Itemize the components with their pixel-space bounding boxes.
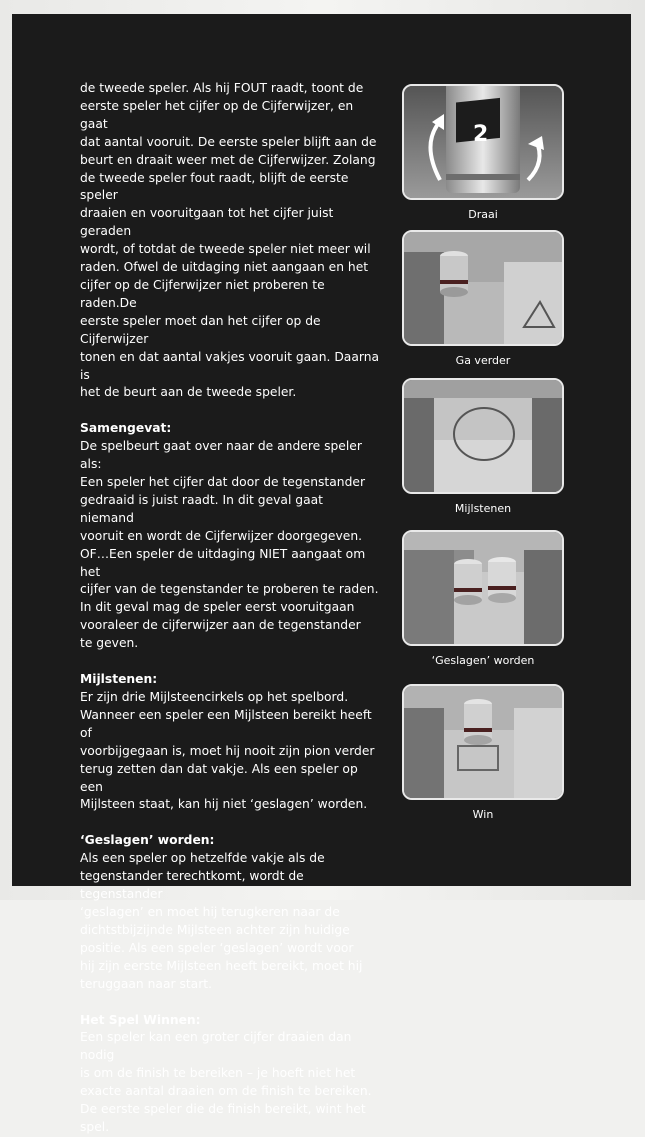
figure-caption: Ga verder — [455, 354, 511, 367]
text-line: Als een speler op hetzelfde vakje als de — [80, 851, 325, 866]
text-line: Er zijn drie Mijlsteencirkels op het spelbord. — [80, 690, 349, 704]
text-line: draaien en vooruitgaan tot het cijfer juist geraden — [80, 206, 334, 239]
section-heading: ‘Geslagen’ worden: — [80, 833, 215, 848]
text-line: Een speler kan een groter cijfer draaien dan nodig — [80, 1030, 352, 1063]
text-line: exacte aantal draaien om de finish te bereiken. — [80, 1084, 372, 1099]
text-line: beurt en draait weer met de Cijferwijzer. Zolang — [80, 152, 376, 167]
text-line: tegenstander terechtkomt, wordt de tegenstander — [80, 869, 304, 902]
figure-caption: Mijlstenen — [454, 502, 512, 515]
spinner-illustration — [402, 84, 564, 200]
text-line: te geven. — [80, 636, 139, 651]
text-line: het de beurt aan de tweede speler. — [80, 385, 297, 400]
text-line: vooraleer de cijferwijzer aan de tegenstander — [80, 618, 361, 633]
text-line: wordt, of totdat de tweede speler niet meer wil — [80, 242, 371, 257]
text-line: Een speler het cijfer dat door de tegenstander — [80, 475, 366, 490]
capture-illustration — [402, 530, 564, 646]
text-line: is om de finish te bereiken – je hoeft niet het — [80, 1066, 356, 1081]
text-line: cijfer van de tegenstander te proberen te raden. — [80, 582, 379, 597]
figure-caption: Draai — [468, 208, 498, 221]
text-line: voorbijgegaan is, moet hij nooit zijn pion verder — [80, 743, 375, 758]
text-line: teruggaan naar start. — [80, 976, 212, 991]
figure-captured — [402, 530, 564, 667]
text-line: de tweede speler. Als hij FOUT raadt, toont de — [80, 81, 364, 95]
text-line: OF…Een speler de uitdaging NIET aangaat om het — [80, 546, 366, 579]
section-heading: Het Spel Winnen: — [80, 1012, 201, 1027]
figure-milestone — [402, 378, 564, 515]
section-winning — [80, 1012, 380, 1137]
spinner-number: 2 — [473, 122, 489, 147]
rules-text-column — [80, 80, 380, 1137]
text-line: Wanneer een speler een Mijlsteen bereikt heeft of — [80, 707, 372, 740]
board-advance-illustration — [402, 230, 564, 346]
win-illustration — [402, 684, 564, 800]
text-line: raden. Ofwel de uitdaging niet aangaan en het — [80, 260, 369, 275]
text-line: Mijlsteen staat, kan hij niet ‘geslagen’ worden. — [80, 797, 368, 812]
text-line: eerste speler het cijfer op de Cijferwijzer, en gaat — [80, 98, 354, 131]
figure-win — [402, 684, 564, 821]
text-line: dichtstbijzijnde Mijlsteen achter zijn huidige — [80, 922, 350, 937]
text-line: hij zijn eerste Mijlsteen heeft bereikt, moet hij — [80, 958, 363, 973]
text-line: cijfer op de Cijferwijzer niet proberen te raden.De — [80, 277, 325, 310]
figure-caption: ‘Geslagen’ worden — [431, 654, 535, 667]
section-milestones — [80, 671, 380, 814]
text-line: ‘geslagen’ en moet hij terugkeren naar de — [80, 904, 340, 919]
text-line: gedraaid is juist raadt. In dit geval gaat niemand — [80, 492, 323, 525]
text-line: dat aantal vooruit. De eerste speler blijft aan de — [80, 134, 377, 149]
text-line: de tweede speler fout raadt, blijft de eerste speler — [80, 170, 349, 203]
figure-advance — [402, 230, 564, 367]
text-line: tonen en dat aantal vakjes vooruit gaan. Daarna is — [80, 349, 380, 382]
text-line: De spelbeurt gaat over naar de andere speler als: — [80, 439, 362, 472]
text-line: De eerste speler die de finish bereikt, wint het spel. — [80, 1102, 366, 1134]
text-line: positie. Als een speler ‘geslagen’ wordt voor — [80, 940, 354, 955]
text-line: terug zetten dan dat vakje. Als een speler op een — [80, 761, 358, 794]
section-heading: Mijlstenen: — [80, 672, 158, 687]
section-captured — [80, 832, 380, 993]
section-summary — [80, 420, 380, 653]
text-line: eerste speler moet dan het cijfer op de Cijferwijzer — [80, 313, 321, 346]
text-line: vooruit en wordt de Cijferwijzer doorgegeven. — [80, 528, 363, 543]
figure-caption: Win — [472, 808, 494, 821]
text-line: In dit geval mag de speler eerst vooruitgaan — [80, 600, 355, 615]
figure-spin — [402, 84, 564, 221]
milestone-illustration — [402, 378, 564, 494]
intro-paragraph — [80, 80, 380, 402]
section-heading: Samengevat: — [80, 421, 172, 436]
